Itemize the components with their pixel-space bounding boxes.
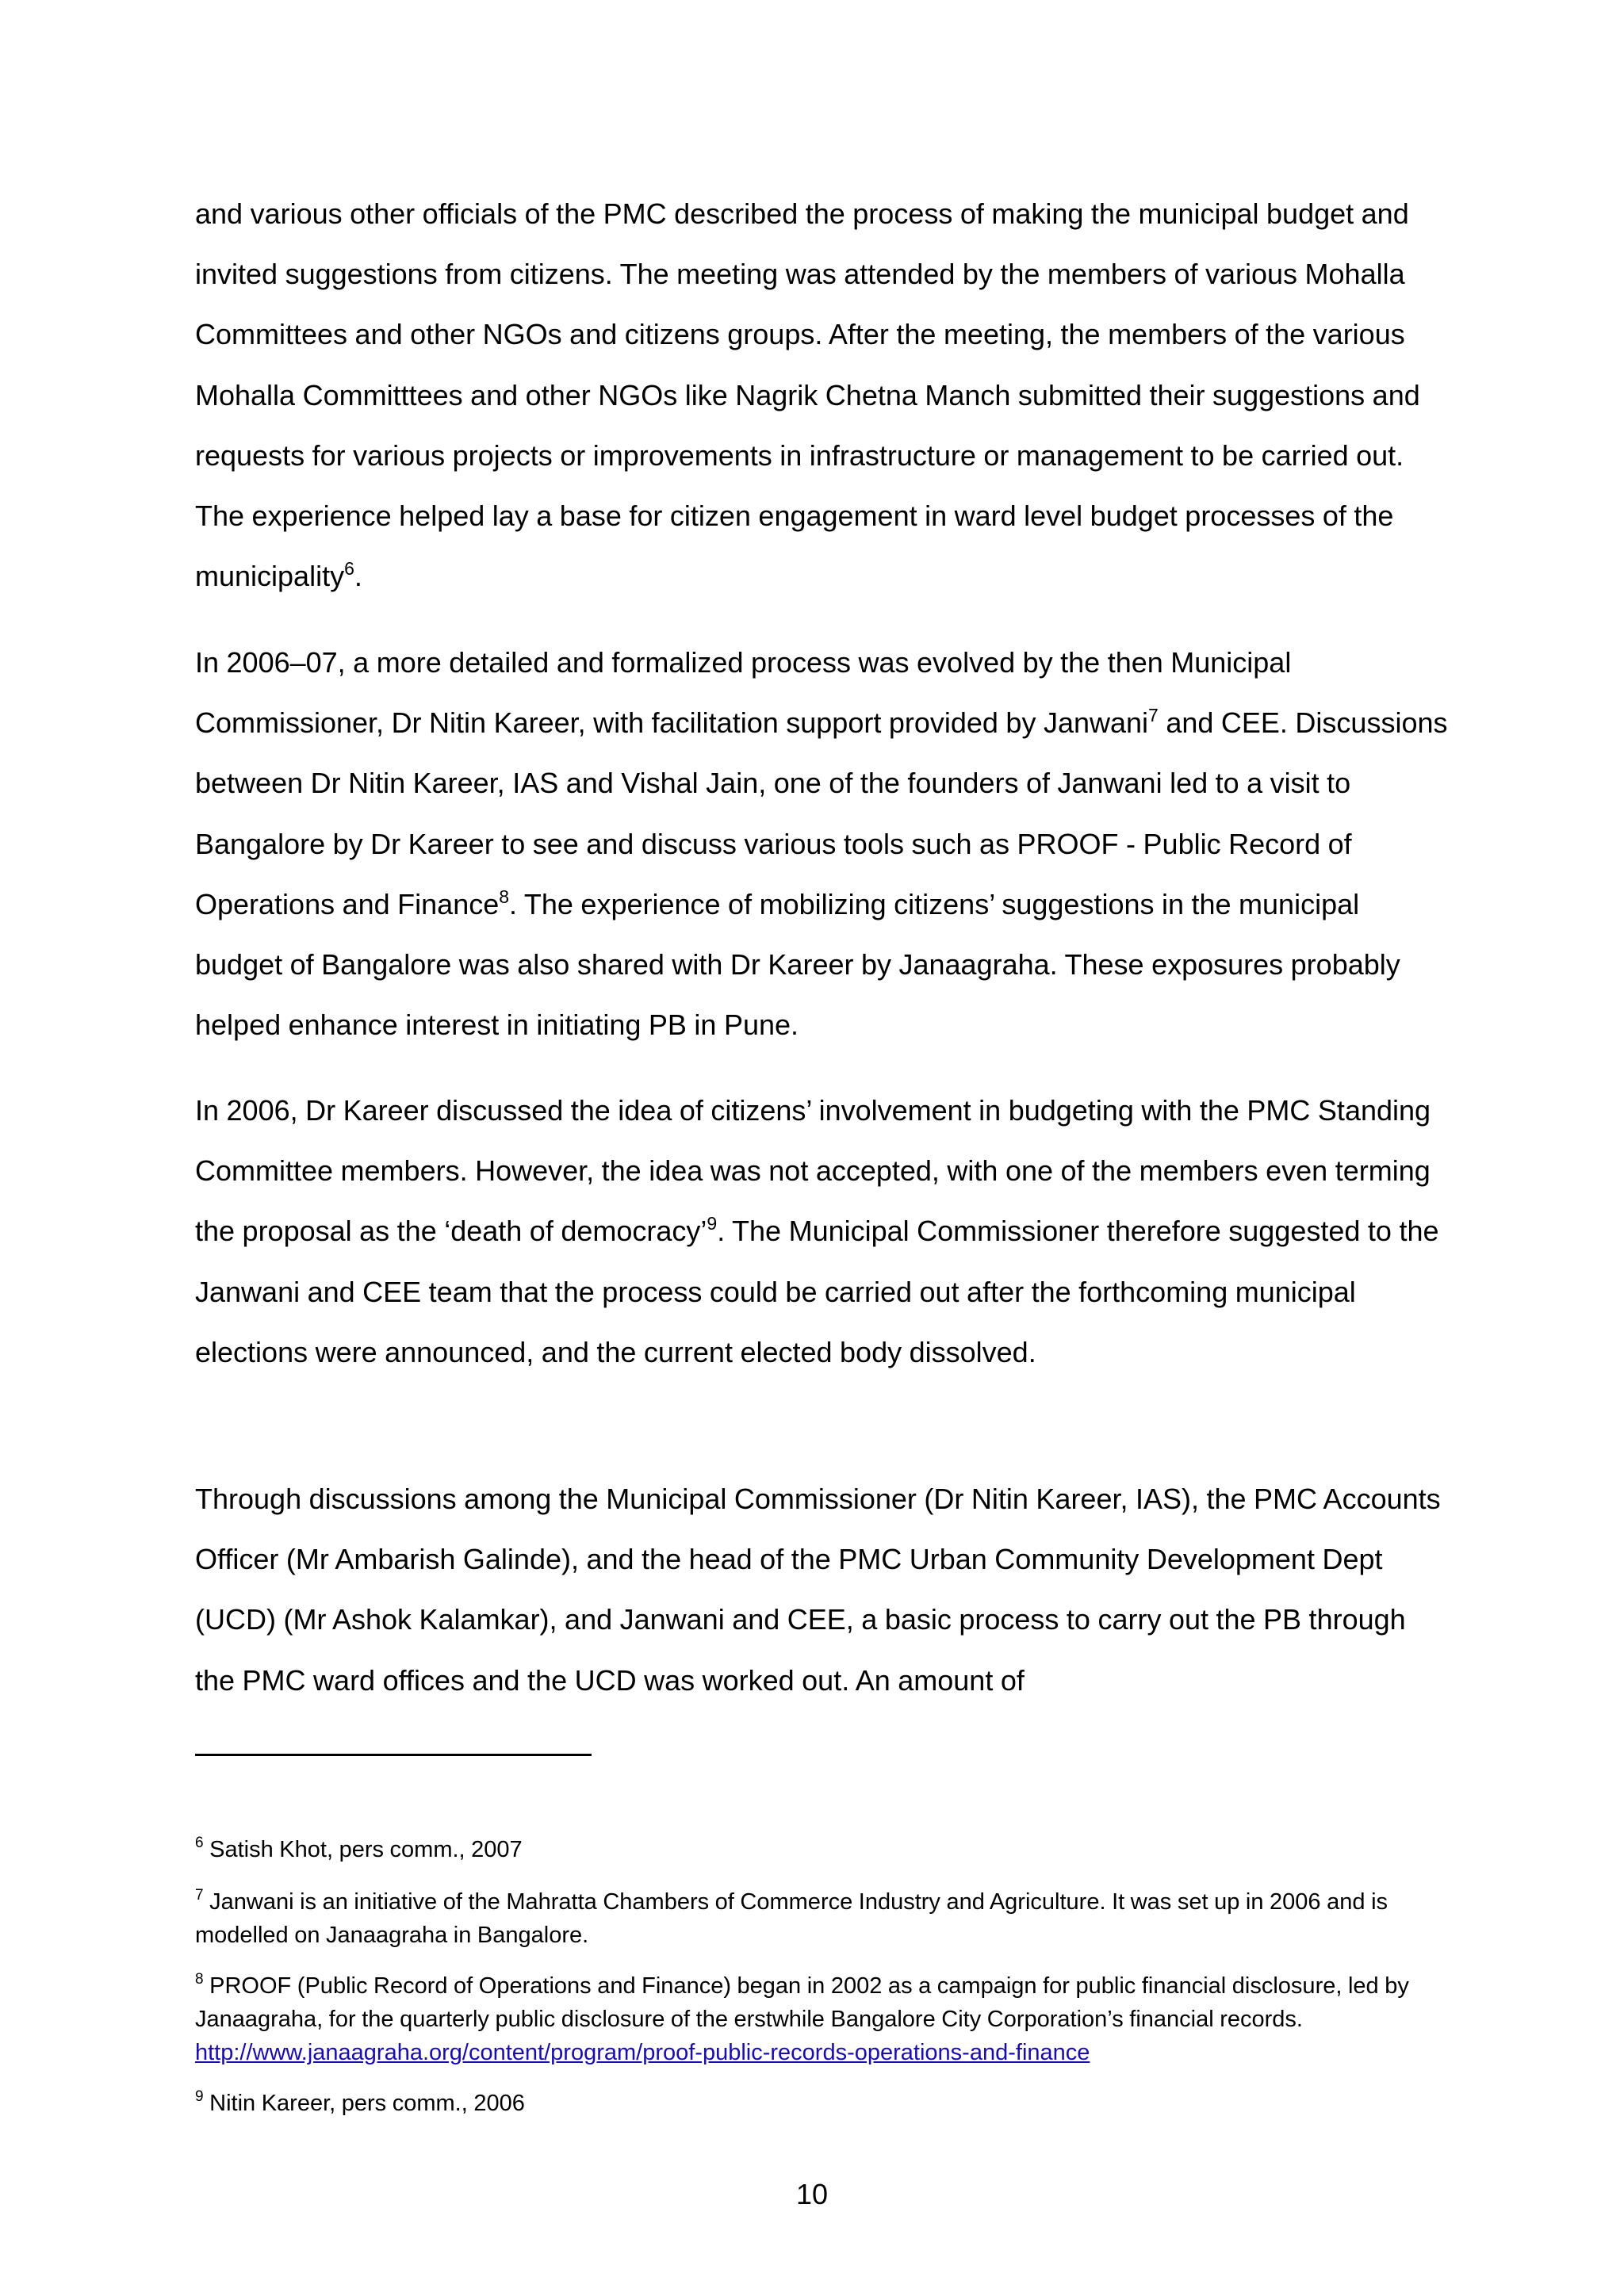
footnote-9 <box>195 2087 1456 2120</box>
footnote-8 <box>195 1969 1456 2069</box>
paragraph-text: and CEE. Discussions between Dr Nitin Kareer, IAS and Vishal Jain, one of the founders of Janwani led to a visit to Bangalore by Dr Kareer to see and discuss various tools such as PROOF - Public Record of Operations and Finance <box>195 706 1448 920</box>
footnote-ref-9[interactable]: 9 <box>707 1213 718 1234</box>
footnote-number: 7 <box>195 1887 204 1904</box>
footnote-number: 6 <box>195 1835 204 1851</box>
paragraph-text: In 2006–07, a more detailed and formalized process was evolved by the then Municipal Commissioner, Dr Nitin Kareer, with facilitation support provided by Janwani <box>195 646 1292 740</box>
footnote-7 <box>195 1885 1456 1952</box>
paragraph-text: . The Municipal Commissioner therefore suggested to the Janwani and CEE team that the process could be carried out after the forthcoming municipal elections were announced, and the current elected body dissolved. <box>195 1215 1439 1368</box>
footnote-ref-8[interactable]: 8 <box>499 886 510 907</box>
paragraph-text: In 2006, Dr Kareer discussed the idea of citizens’ involvement in budgeting with the PMC Standing Committee members. However, the idea was not accepted, with one of the members even terming the proposal as the ‘death of democracy’ <box>195 1094 1431 1248</box>
footnote-number: 8 <box>195 1971 204 1988</box>
footnote-text: Satish Khot, pers comm., 2007 <box>209 1837 523 1862</box>
paragraph-text: . The experience of mobilizing citizens’ suggestions in the municipal budget of Bangalore was also shared with Dr Kareer by Janaagraha. These exposures probably helped enhance interest in initiating PB in Pune. <box>195 887 1400 1042</box>
proof-link[interactable]: http://www.janaagraha.org/content/program/proof-public-records-operations-and-finance <box>195 2040 1090 2065</box>
footnote-text: Nitin Kareer, pers comm., 2006 <box>209 2091 525 2116</box>
body-paragraph-1 <box>195 184 1448 607</box>
body-paragraph-4 <box>195 1469 1448 1711</box>
paragraph-text: and various other officials of the PMC described the process of making the municipal budget and invited suggestions from citizens. The meeting was attended by the members of various Mohalla Committees and other NGOs and citizens groups. After the meeting, the members of the various Mohalla Committtees and other NGOs like Nagrik Chetna Manch submitted their suggestions and requests for various projects or improvements in infrastructure or management to be carried out. The experience helped lay a base for citizen engagement in ward level budget processes of the municipality <box>195 197 1420 593</box>
footnote-ref-7[interactable]: 7 <box>1148 705 1159 726</box>
body-paragraph-2 <box>195 633 1448 1055</box>
footnote-separator <box>195 1754 592 1756</box>
paragraph-text: Through discussions among the Municipal Commissioner (Dr Nitin Kareer, IAS), the PMC Accounts Officer (Mr Ambarish Galinde), and the head of the PMC Urban Community Development Dept (UCD) (Mr Ashok Kalamkar), and Janwani and CEE, a basic process to carry out the PB through the PMC ward offices and the UCD was worked out. An amount of <box>195 1483 1441 1697</box>
footnote-number: 9 <box>195 2088 204 2105</box>
footnote-text: Janwani is an initiative of the Mahratta Chambers of Commerce Industry and Agriculture. It was set up in 2006 and is modelled on Janaagraha in Bangalore. <box>195 1889 1388 1948</box>
footnote-6 <box>195 1833 1456 1866</box>
body-paragraph-3 <box>195 1081 1448 1383</box>
paragraph-text: . <box>354 560 362 593</box>
footnote-text: PROOF (Public Record of Operations and Finance) began in 2002 as a campaign for public financial disclosure, led by Janaagraha, for the quarterly public disclosure of the erstwhile Bangalore City Corporation’s financial records. <box>195 1973 1409 2032</box>
footnote-ref-6[interactable]: 6 <box>344 558 354 580</box>
page-number: 10 <box>795 2178 829 2210</box>
